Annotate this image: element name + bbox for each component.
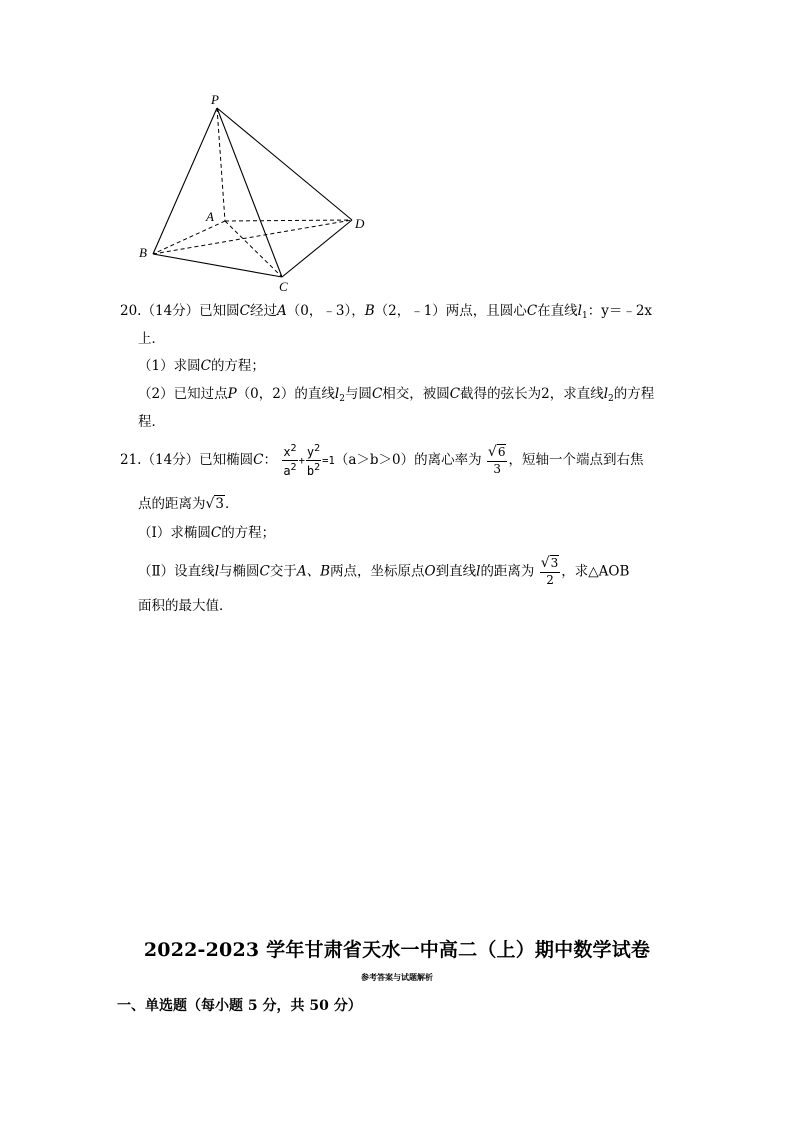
ellipse-x-term: $\frac{x^2}{a^2}$ [283,443,297,479]
distance-fraction: $\frac{√3}{2}$ [540,555,559,588]
answer-title: 2022-2023 学年甘肃省天水一中高二（上）期中数学试卷 [143,939,651,961]
q20-part2: （2）已知过点P（0，2）的直线$l_2$与圆C相交，被圆C截得的弦长为2，求直线$l_2$的方程 [138,386,655,404]
ellipse-y-term: $\frac{y^2}{b^2}$ [306,443,321,479]
edge-PC [217,108,282,277]
label-P: P [211,92,219,107]
q21-line1: 21.（14分）已知椭圆C： $\frac{x^2}{a^2}$ + $\frac{y^2}{b^2}$ =1（a＞b＞0）的离心率为 $\frac{√6}{3}$ ，短轴一个端点到右焦 [120,443,644,479]
label-A: A [206,209,214,224]
q21-part2: （Ⅱ）设直线l与椭圆C交于A、B两点，坐标原点O到直线l的距离为 $\frac{√3}{2}$ ，求△AOB [138,555,630,588]
edge-AB [153,221,225,254]
pyramid-figure [130,88,380,298]
edge-PB [153,108,217,254]
label-C: C [279,279,288,294]
q20-line2: 上． [138,331,165,347]
edge-AD [225,220,352,221]
q21-part1: （Ⅰ）求椭圆C的方程； [138,525,276,541]
edge-BD [153,220,352,254]
edge-CD [282,220,352,277]
answer-subtitle: 参考答案与试题解析 [361,972,433,982]
eccentricity-fraction: $\frac{√6}{3}$ [487,443,506,477]
label-D: D [355,216,365,231]
section-heading: 一、单选题（每小题 5 分，共 50 分） [117,998,362,1014]
q20-line1: 20.（14分）已知圆C经过A（0，﹣3），B（2，﹣1）两点，且圆心C在直线$l_1$：y＝﹣2x [120,303,653,321]
edge-PD [217,108,352,220]
label-B: B [139,245,147,260]
q21-line2: 点的距离为√3． [138,496,239,512]
q21-part2-cont: 面积的最大值． [138,598,233,614]
q20-part1: （1）求圆C的方程； [138,358,265,374]
q20-part2-cont: 程． [138,414,165,430]
